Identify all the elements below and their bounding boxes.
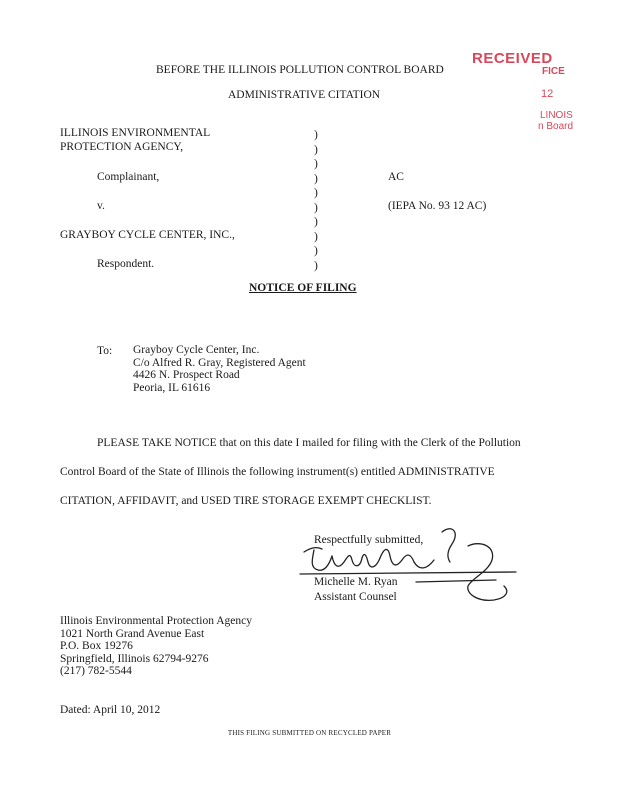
caption-paren: ) — [314, 143, 318, 156]
complainant-name-line2: PROTECTION AGENCY, — [60, 141, 184, 153]
to-label: To: — [97, 345, 113, 357]
agency-address-line: Springfield, Illinois 62794-9276 — [60, 652, 209, 665]
caption-paren: ) — [314, 158, 318, 170]
notice-title: NOTICE OF FILING — [249, 282, 357, 294]
complainant-role: Complainant, — [97, 171, 160, 183]
recycled-paper-footer: THIS FILING SUBMITTED ON RECYCLED PAPER — [227, 729, 392, 737]
complainant-name-line1: ILLINOIS ENVIRONMENTAL — [60, 127, 211, 139]
received-stamp-title: RECEIVED — [472, 50, 553, 67]
signature-closing: Respectfully submitted, — [314, 534, 424, 546]
caption-paren: ) — [314, 259, 318, 272]
respondent-role: Respondent. — [97, 258, 155, 270]
respondent-name: GRAYBOY CYCLE CENTER, INC., — [60, 229, 235, 241]
caption-paren: ) — [314, 129, 318, 141]
addressee-block — [133, 344, 306, 394]
received-stamp-office: FICE — [542, 66, 565, 77]
signer-title: Assistant Counsel — [314, 591, 397, 603]
caption-paren: ) — [314, 187, 318, 199]
caption-paren: ) — [314, 216, 318, 228]
case-type: AC — [388, 171, 404, 183]
received-stamp-board: n Board — [538, 121, 574, 132]
received-stamp-state: LINOIS — [540, 110, 573, 121]
addressee-line: Peoria, IL 61616 — [133, 381, 211, 394]
addressee-line: 4426 N. Prospect Road — [133, 369, 240, 381]
dated-line: Dated: April 10, 2012 — [60, 704, 161, 716]
received-stamp-year: 12 — [541, 88, 554, 100]
agency-address-line: P.O. Box 19276 — [60, 640, 133, 652]
caption-paren: ) — [314, 230, 318, 243]
notice-body-line3: CITATION, AFFIDAVIT, and USED TIRE STORAGE EXEMPT CHECKLIST. — [60, 495, 432, 507]
agency-address-line: Illinois Environmental Protection Agency — [60, 615, 252, 627]
notice-body-line1: PLEASE TAKE NOTICE that on this date I mailed for filing with the Clerk of the Pollution — [97, 437, 521, 449]
agency-address-line: 1021 North Grand Avenue East — [60, 627, 205, 640]
agency-address-line: (217) 782-5544 — [60, 665, 132, 677]
signer-name: Michelle M. Ryan — [314, 576, 398, 588]
caption-paren: ) — [314, 245, 318, 257]
document-type-heading: ADMINISTRATIVE CITATION — [228, 89, 381, 101]
caption-paren: ) — [314, 201, 318, 214]
court-heading: BEFORE THE ILLINOIS POLLUTION CONTROL BOARD — [156, 64, 444, 76]
agency-address-block — [60, 615, 252, 678]
case-number: (IEPA No. 93 12 AC) — [388, 200, 487, 212]
caption-paren: ) — [314, 172, 318, 185]
versus-label: v. — [97, 200, 105, 212]
addressee-line: Grayboy Cycle Center, Inc. — [133, 344, 260, 356]
notice-body-line2: Control Board of the State of Illinois the following instrument(s) entitled ADMINISTRATIVE — [60, 466, 495, 478]
caption-parenthesis-column — [314, 128, 324, 273]
addressee-line: C/o Alfred R. Gray, Registered Agent — [133, 356, 306, 369]
